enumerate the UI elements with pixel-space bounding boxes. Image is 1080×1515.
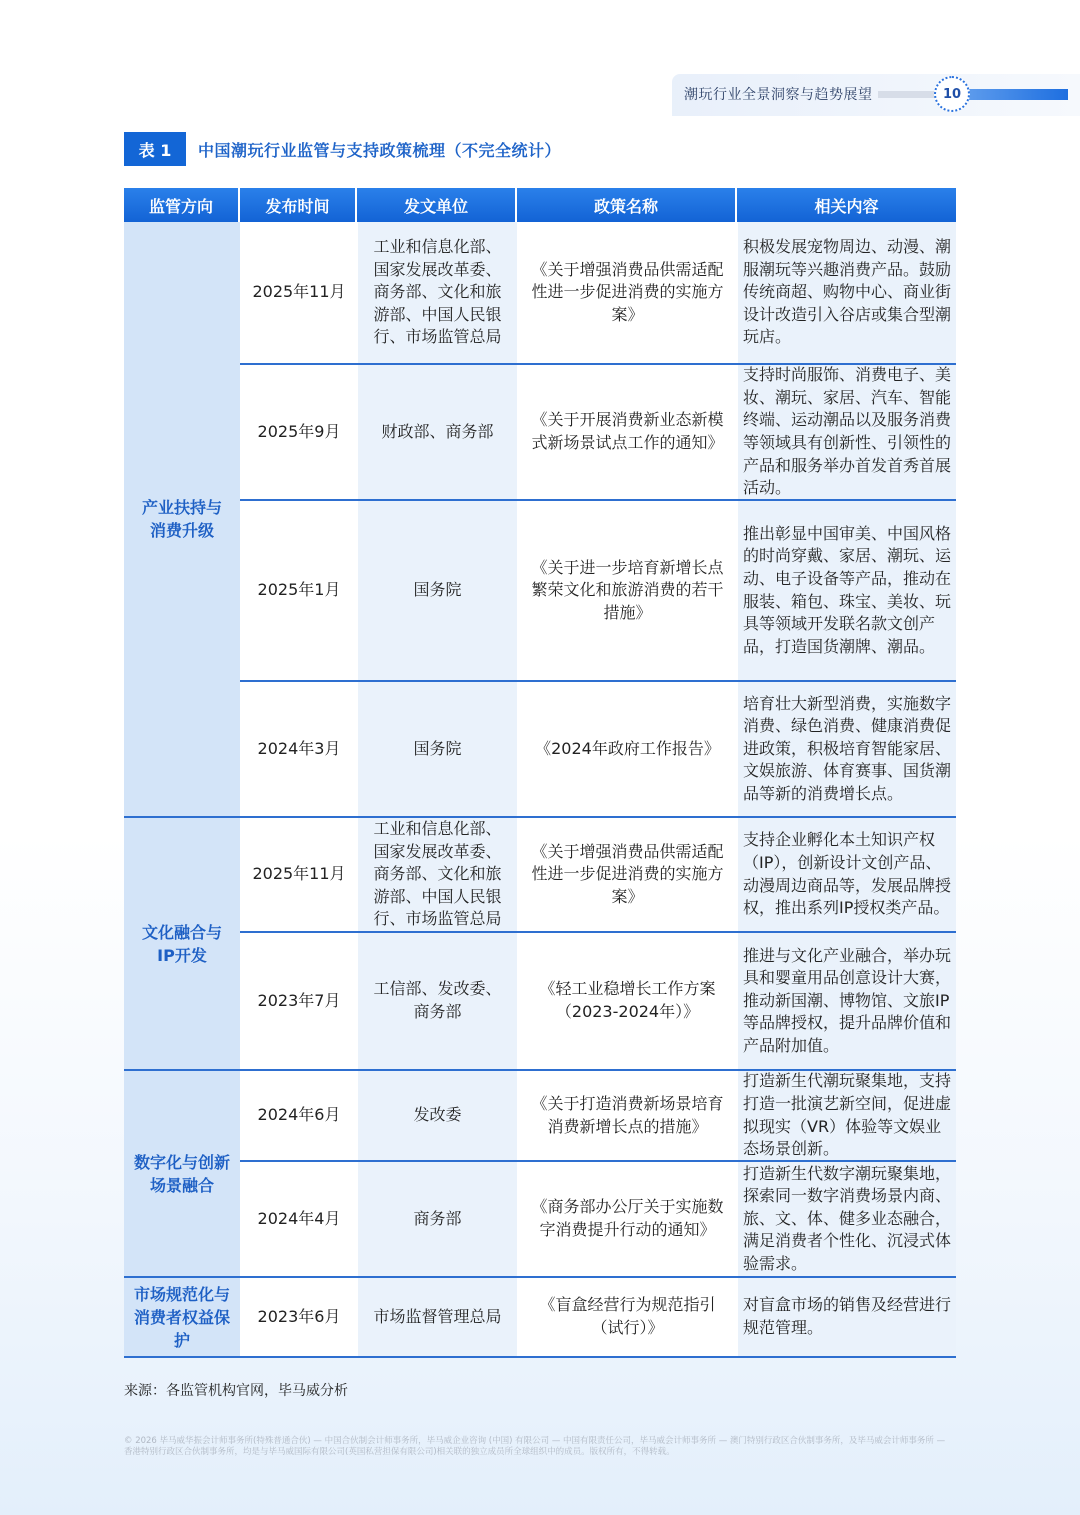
content-cell: 培育壮大新型消费，实施数字消费、绿色消费、健康消费促进政策，积极培育智能家居、文娱旅游、体育赛事、国货潮品等新的消费增长点。 xyxy=(737,682,956,816)
table-row xyxy=(240,933,956,1069)
unit-cell: 财政部、商务部 xyxy=(357,365,517,499)
group-label: 数字化与创新场景融合 xyxy=(124,1071,240,1276)
column-header: 相关内容 xyxy=(814,196,879,216)
page-header xyxy=(672,74,1080,116)
content-cell: 对盲盒市场的销售及经营进行规范管理。 xyxy=(737,1278,956,1356)
group-label: 产业扶持与消费升级 xyxy=(124,222,240,816)
policy-cell: 《关于增强消费品供需适配性进一步促进消费的实施方案》 xyxy=(517,818,737,931)
table-caption xyxy=(124,132,561,166)
date-cell: 2024年3月 xyxy=(240,682,357,816)
policy-table xyxy=(124,188,956,1358)
unit-cell: 市场监督管理总局 xyxy=(357,1278,517,1356)
table-group xyxy=(124,818,956,1071)
table-row xyxy=(240,1278,956,1356)
content-cell: 打造新生代数字潮玩聚集地，探索同一数字消费场景内商、旅、文、体、健多业态融合，满足消费者个性化、沉浸式体验需求。 xyxy=(737,1162,956,1276)
table-row xyxy=(240,818,956,933)
unit-cell: 工信部、发改委、商务部 xyxy=(357,933,517,1069)
column-header: 发文单位 xyxy=(357,188,517,222)
group-label: 市场规范化与消费者权益保护 xyxy=(124,1278,240,1356)
date-cell: 2023年6月 xyxy=(240,1278,357,1356)
date-cell: 2025年11月 xyxy=(240,818,357,931)
table-title: 中国潮玩行业监管与支持政策梳理（不完全统计） xyxy=(198,140,562,160)
date-cell: 2025年9月 xyxy=(240,365,357,499)
unit-cell: 国务院 xyxy=(357,682,517,816)
column-header: 监管方向 xyxy=(124,188,240,222)
content-cell: 推进与文化产业融合，举办玩具和婴童用品创意设计大赛，推动新国潮、博物馆、文旅IP等品牌授权，提升品牌价值和产品附加值。 xyxy=(737,933,956,1069)
unit-cell: 工业和信息化部、国家发展改革委、商务部、文化和旅游部、中国人民银行、市场监管总局 xyxy=(357,818,517,931)
policy-cell: 《轻工业稳增长工作方案（2023-2024年）》 xyxy=(517,933,737,1069)
unit-cell: 商务部 xyxy=(357,1162,517,1276)
date-cell: 2023年7月 xyxy=(240,933,357,1069)
table-group xyxy=(124,222,956,818)
policy-cell: 《关于增强消费品供需适配性进一步促进消费的实施方案》 xyxy=(517,222,737,363)
policy-cell: 《关于开展消费新业态新模式新场景试点工作的通知》 xyxy=(517,365,737,499)
date-cell: 2024年4月 xyxy=(240,1162,357,1276)
content-cell: 支持时尚服饰、消费电子、美妆、潮玩、家居、汽车、智能终端、运动潮品以及服务消费等领域具有创新性、引领性的产品和服务举办首发首秀首展活动。 xyxy=(737,365,956,499)
content-cell: 积极发展宠物周边、动漫、潮服潮玩等兴趣消费产品。鼓励传统商超、购物中心、商业街设计改造引入谷店或集合型潮玩店。 xyxy=(737,222,956,363)
table-row xyxy=(240,365,956,501)
policy-cell: 《2024年政府工作报告》 xyxy=(517,682,737,816)
column-header: 发布时间 xyxy=(240,188,357,222)
date-cell: 2025年1月 xyxy=(240,501,357,680)
table-tag: 表 1 xyxy=(124,132,186,166)
date-cell: 2025年11月 xyxy=(240,222,357,363)
table-row xyxy=(240,501,956,682)
policy-cell: 《关于打造消费新场景培育消费新增长点的措施》 xyxy=(517,1071,737,1160)
content-cell: 打造新生代潮玩聚集地，支持打造一批演艺新空间，促进虚拟现实（VR）体验等文娱业态场景创新。 xyxy=(737,1071,956,1160)
table-header xyxy=(124,188,956,222)
table-row xyxy=(240,222,956,365)
policy-cell: 《关于进一步培育新增长点繁荣文化和旅游消费的若干措施》 xyxy=(517,501,737,680)
header-title: 潮玩行业全景洞察与趋势展望 xyxy=(684,87,873,103)
table-row xyxy=(240,1162,956,1276)
unit-cell: 发改委 xyxy=(357,1071,517,1160)
table-group xyxy=(124,1071,956,1278)
header-bar xyxy=(878,91,938,98)
table-row xyxy=(240,1071,956,1162)
content-cell: 推出彰显中国审美、中国风格的时尚穿戴、家居、潮玩、运动、电子设备等产品，推动在服装、箱包、珠宝、美妆、玩具等领域开发联名款文创产品，打造国货潮牌、潮品。 xyxy=(737,501,956,680)
table-group xyxy=(124,1278,956,1358)
date-cell: 2024年6月 xyxy=(240,1071,357,1160)
unit-cell: 工业和信息化部、国家发展改革委、商务部、文化和旅游部、中国人民银行、市场监管总局 xyxy=(357,222,517,363)
policy-cell: 《盲盒经营行为规范指引（试行）》 xyxy=(517,1278,737,1356)
group-label: 文化融合与IP开发 xyxy=(124,818,240,1069)
page-number: 10 xyxy=(934,76,970,112)
policy-cell: 《商务部办公厅关于实施数字消费提升行动的通知》 xyxy=(517,1162,737,1276)
copyright-footer: © 2026 毕马威华振会计师事务所(特殊普通合伙) — 中国合伙制会计师事务所，毕马威企业咨询 (中国) 有限公司 — 中国有限责任公司，毕马威会计师事务所 — 澳门特别行政区合伙制事务所，及毕马威会计师事务所 — 香港特别行政区合伙制事务所，均是与毕马威国际有限公司(英国私营担保有限公司)相关联的独立成员所全球组织中的成员。版权所有，不得转载。 xyxy=(124,1436,946,1457)
column-header: 政策名称 xyxy=(517,188,737,222)
unit-cell: 国务院 xyxy=(357,501,517,680)
source-note: 来源：各监管机构官网，毕马威分析 xyxy=(124,1383,348,1399)
content-cell: 支持企业孵化本土知识产权（IP），创新设计文创产品、动漫周边商品等，发展品牌授权，推出系列IP授权类产品。 xyxy=(737,818,956,931)
table-row xyxy=(240,682,956,816)
